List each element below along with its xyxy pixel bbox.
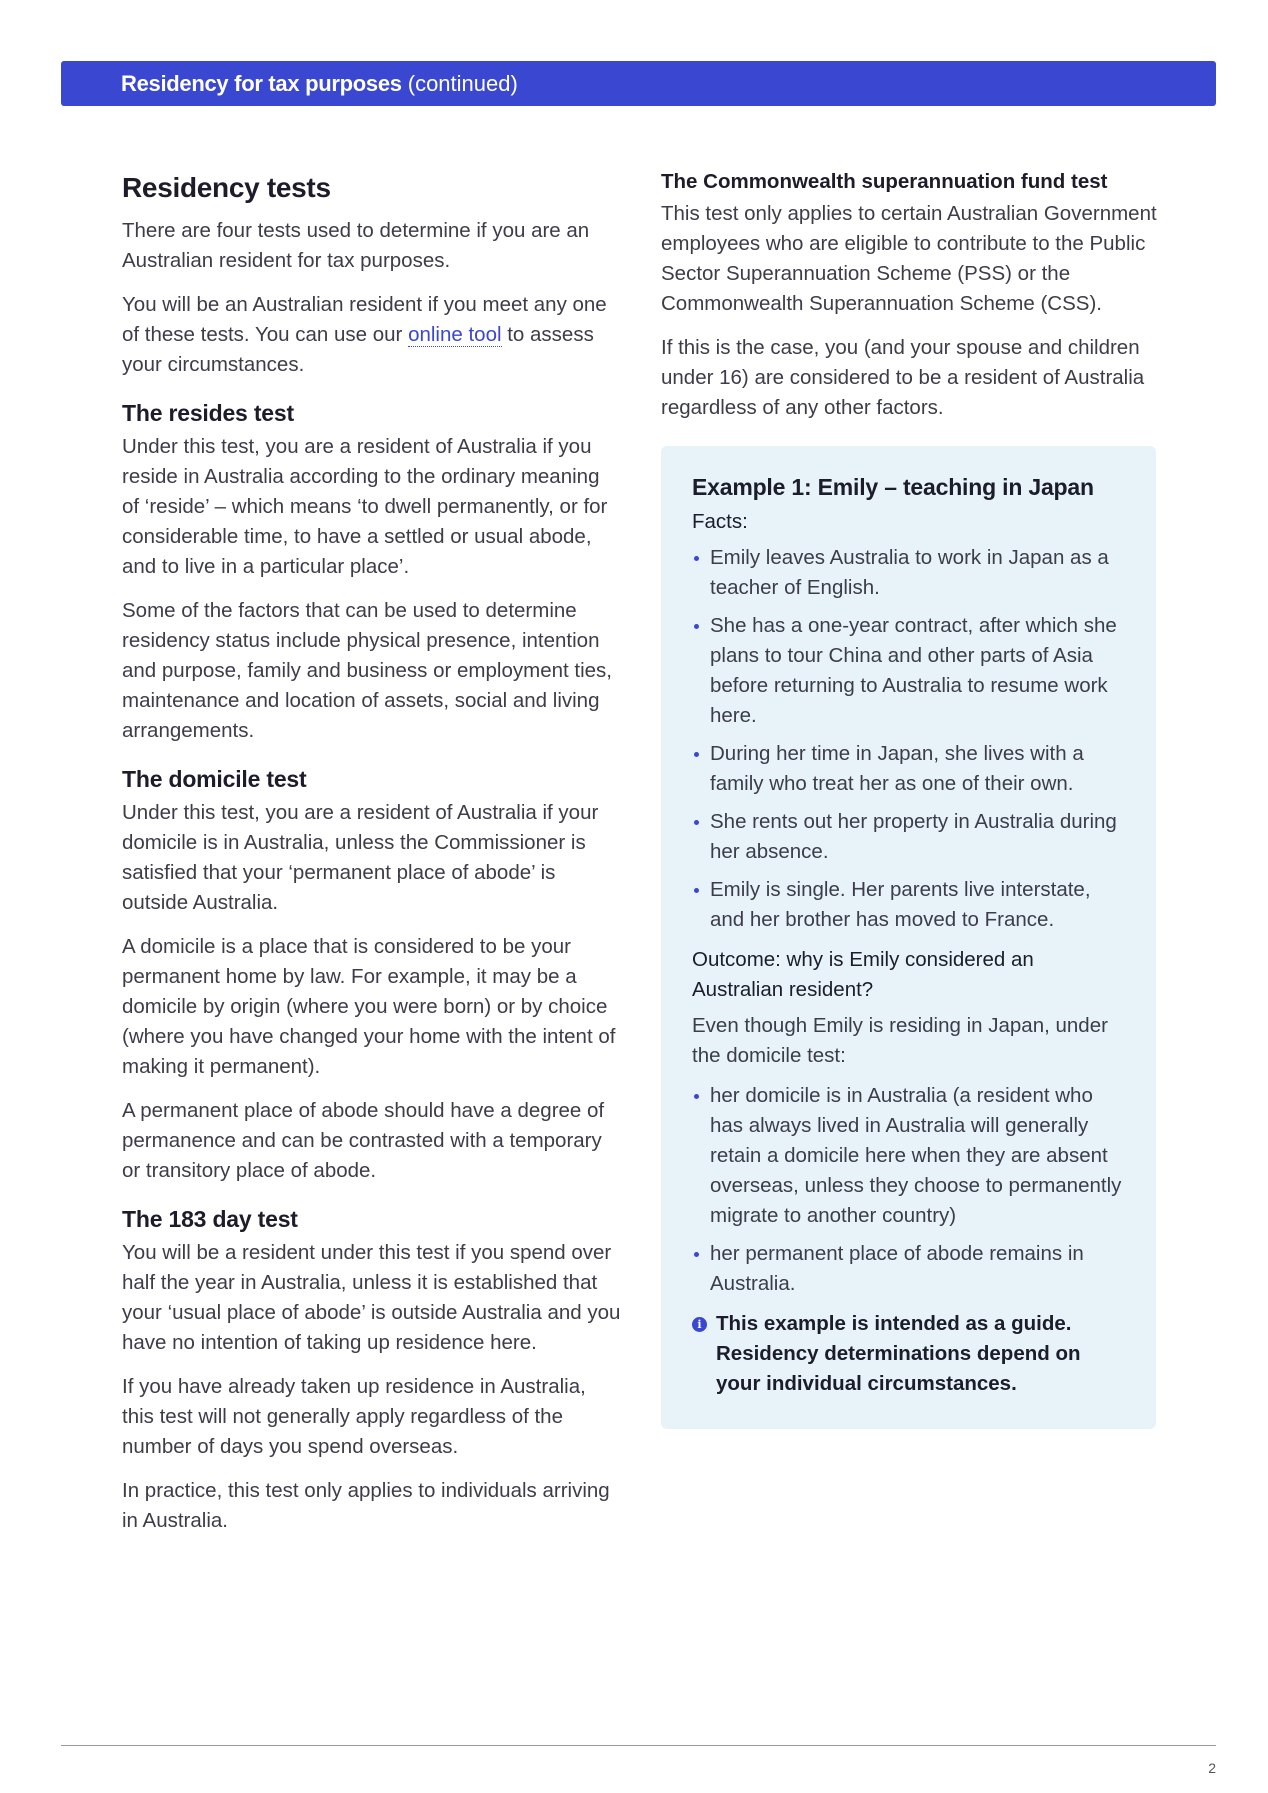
- header-subtitle: (continued): [407, 70, 518, 96]
- header-title: Residency for tax purposes: [121, 70, 402, 96]
- domicile-paragraph-3: A permanent place of abode should have a degree of permanence and can be contrasted with a temporary or transitory place of abode.: [122, 1099, 605, 1182]
- footer-divider: [61, 1745, 1216, 1746]
- example-box: [661, 446, 1156, 1429]
- domicile-paragraph-1: Under this test, you are a resident of Australia if your domicile is in Australia, unless the Commissioner is satisfied that your ‘permanent place of abode’ is outside Australia.: [122, 801, 599, 914]
- day183-paragraph-2: If you have already taken up residence in Australia, this test will not generally apply regardless of the number of days you spend overseas.: [122, 1375, 586, 1458]
- example-title: Example 1: Emily – teaching in Japan: [692, 474, 1094, 500]
- guide-note: [692, 1309, 1126, 1399]
- list-item: She has a one-year contract, after which she plans to tour China and other parts of Asia before returning to Australia to resume work here.: [692, 611, 1126, 731]
- facts-list: [692, 543, 1126, 935]
- resides-test-heading: The resides test: [122, 400, 294, 426]
- intro-paragraph-2: [122, 290, 622, 380]
- page-number: 2: [1208, 1760, 1216, 1776]
- super-test-heading: The Commonwealth superannuation fund test: [661, 170, 1108, 193]
- intro-paragraph-1: There are four tests used to determine if you are an Australian resident for tax purposes.: [122, 219, 590, 272]
- outcome-list: [692, 1081, 1126, 1299]
- right-column: [661, 170, 1161, 1429]
- super-paragraph-1: This test only applies to certain Australian Government employees who are eligible to contribute to the Public Sector Superannuation Scheme (PSS) or the Commonwealth Superannuation Scheme (CSS).: [661, 202, 1157, 315]
- resides-paragraph-2: Some of the factors that can be used to determine residency status include physical presence, intention and purpose, family and business or employment ties, maintenance and location of assets, social and living arrangements.: [122, 599, 612, 742]
- list-item: her permanent place of abode remains in Australia.: [692, 1239, 1126, 1299]
- outcome-intro: Even though Emily is residing in Japan, under the domicile test:: [692, 1014, 1108, 1067]
- list-item: Emily is single. Her parents live interstate, and her brother has moved to France.: [692, 875, 1126, 935]
- list-item: During her time in Japan, she lives with a family who treat her as one of their own.: [692, 739, 1126, 799]
- facts-label: Facts:: [692, 510, 748, 533]
- super-paragraph-2: If this is the case, you (and your spouse and children under 16) are considered to be a resident of Australia regardless of any other factors.: [661, 336, 1145, 419]
- domicile-paragraph-2: A domicile is a place that is considered to be your permanent home by law. For example, it may be a domicile by origin (where you were born) or by choice (where you have changed your home with the intent of making it permanent).: [122, 935, 616, 1078]
- intro-text-a: You will be an Australian resident if you meet any one of these tests. You can use our: [122, 293, 607, 346]
- domicile-test-heading: The domicile test: [122, 766, 307, 792]
- header-bar: [61, 61, 1216, 106]
- resides-paragraph-1: Under this test, you are a resident of Australia if you reside in Australia according to the ordinary meaning of ‘reside’ – which means ‘to dwell permanently, or for considerable time, to have a settled or usual abode, and to live in a particular place’.: [122, 435, 608, 578]
- guide-note-text: This example is intended as a guide. Residency determinations depend on your individual circumstances.: [716, 1312, 1081, 1395]
- day183-paragraph-3: In practice, this test only applies to individuals arriving in Australia.: [122, 1479, 610, 1532]
- intro-text-b: to assess your circumstances.: [122, 323, 594, 376]
- info-icon: i: [692, 1317, 707, 1332]
- outcome-label: Outcome: why is Emily considered an Australian resident?: [692, 948, 1034, 1001]
- day183-paragraph-1: You will be a resident under this test if you spend over half the year in Australia, unless it is established that your ‘usual place of abode’ is outside Australia and you have no intention of taking up residence here.: [122, 1241, 621, 1354]
- online-tool-link[interactable]: online tool: [408, 323, 502, 346]
- list-item: She rents out her property in Australia during her absence.: [692, 807, 1126, 867]
- list-item: her domicile is in Australia (a resident who has always lived in Australia will generally retain a domicile here when they are absent overseas, unless they choose to permanently migrate to another country): [692, 1081, 1126, 1231]
- page-title: Residency tests: [122, 172, 331, 203]
- day183-test-heading: The 183 day test: [122, 1206, 298, 1232]
- left-column: [122, 168, 622, 1550]
- list-item: Emily leaves Australia to work in Japan as a teacher of English.: [692, 543, 1126, 603]
